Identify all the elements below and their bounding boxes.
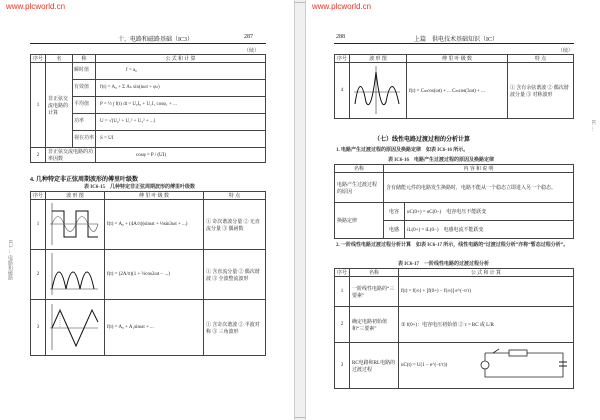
formula-text: U = √(U₀² + U₁² + U₂² + ...) <box>96 114 265 131</box>
continued-tag-right: （续） <box>558 49 574 54</box>
left-page <box>0 0 295 420</box>
row-name: 换路定律 <box>335 203 384 239</box>
series-cell: f(t) = (2A/π)(1 + ⅔cos2ωt − ...) <box>105 250 204 300</box>
features-cell: ① 含有余弦谐波 ② 偶次谐波分量 ③ 对称波形 <box>508 63 574 119</box>
table-header: 公 式 和 计 算 <box>96 55 266 63</box>
features-cell: ① 奇次谐波分量 ② 无直流分量 ③ 偶函数 <box>204 200 266 250</box>
section-title: 4. 几种特定非正弦周期波形的傅里叶级数 <box>30 177 139 183</box>
sub-label: 有效值 <box>73 80 95 97</box>
table-header: 名 <box>46 55 73 63</box>
table-header: 名称 <box>350 269 399 277</box>
group-label: 非正弦交流电路的计算 <box>46 63 73 148</box>
page-number-right: 288 <box>336 34 345 40</box>
waveform-cell <box>350 63 407 119</box>
triangle-wave-graph <box>48 302 100 352</box>
sub-label: 视在功率 <box>74 136 95 141</box>
row-text: uC(0+) = uC(0−) 电容电压不能跃变 <box>405 203 574 221</box>
waveform-cell <box>46 200 105 250</box>
row-text: f(t) = f(∞) + [f(0+) − f(∞)] e^(−t/τ) <box>399 277 574 307</box>
footer-formula: cosφ = P / (UI) <box>96 148 266 163</box>
rectified-wave-graph <box>48 251 100 297</box>
table-caption: 表 IC6-17 一阶线性电路的过渡过程分析 <box>398 262 489 267</box>
formula-table <box>30 54 266 163</box>
table-header: 特 点 <box>508 55 574 63</box>
page-number-left: 287 <box>244 34 253 40</box>
rc-circuit-diagram <box>479 347 569 383</box>
row-sub: 电容 <box>384 203 405 221</box>
row-number: 2 <box>31 250 46 300</box>
waveform-table <box>30 191 266 356</box>
cosine-wave-graph <box>352 64 402 116</box>
table-header: 序号 <box>335 55 350 63</box>
table-caption: 表 IC6-16 电路产生过渡过程的原因及换路定律 <box>388 158 494 163</box>
row-number: 4 <box>335 63 350 119</box>
row-number: 1 <box>335 277 350 307</box>
transition-cause-table <box>334 164 574 239</box>
running-header-left: 十、电路和磁路基础（IC3） <box>118 37 194 43</box>
sub-label: 瞬时值 <box>73 63 95 80</box>
table-header: 称 <box>73 55 96 63</box>
row-name: 确定电路初始值和“三要素” <box>350 307 399 343</box>
sub-label: 平均值 <box>73 97 95 114</box>
row-text: ① f(0+)：电容电压初始值 ② τ = RC 或 L/R <box>399 307 574 343</box>
table-header: 波 形 图 <box>46 192 105 200</box>
footer-row-label: 非正弦交流电路的功率因数 <box>46 148 96 163</box>
formula-text: P = ½ ∫ f(t) dt = U₀I₀ + U₁I₁ cosφ₁ + ... <box>96 97 265 114</box>
table-header: 名称 <box>335 165 384 173</box>
table-caption: 表 IC6-15 几种特定非正弦周期波形的傅里叶级数 <box>84 185 195 190</box>
row-number: 3 <box>335 343 350 389</box>
header-rule-left <box>30 43 266 44</box>
row-number: 1 <box>31 200 46 250</box>
waveform-table-continued <box>334 54 574 119</box>
features-cell: ① 含奇次谐波 ② 半波对称 ③ 三角波形 <box>204 300 266 356</box>
formula-text: S = UI <box>100 136 114 141</box>
row-number: 1 <box>31 63 46 148</box>
table-header: 傅 里 叶 级 数 <box>407 55 508 63</box>
row-name: 一阶线性电路的“三要素” <box>350 277 399 307</box>
waveform-cell <box>46 250 105 300</box>
side-margin-text-right: IC … <box>590 120 595 132</box>
row-sub: 电感 <box>384 221 405 239</box>
row-text: 含有储能元件的电路发生换路时，电路不能从一个稳态立即进入另一个稳态。 <box>384 173 574 203</box>
watermark-url-right: www.plcworld.cn <box>312 2 372 11</box>
side-margin-text-left: IC3 … 电路和磁路 <box>7 240 12 280</box>
series-cell: f(t) = Cₘcos(ωt) + ... Cₘcos(3ωt) + ... <box>407 63 508 119</box>
row-number: 2 <box>335 307 350 343</box>
row-text: uC(t) = U(1 − e^(−t/τ)) <box>401 363 448 368</box>
table-header: 特 点 <box>204 192 266 200</box>
features-cell: ① 含直流分量 ② 偶次谐波 ③ 全波整流波形 <box>204 250 266 300</box>
row-number: 3 <box>31 300 46 356</box>
table-header: 序号 <box>31 192 46 200</box>
subsection-2: 2. 一阶线性电路过渡过程分析计算 如表 IC6-17 所示，线性电路的“过渡过程分析”亦称“暂态过程分析”。 <box>336 243 569 248</box>
table-header: 内 容 和 说 明 <box>384 165 574 173</box>
row-number: 2 <box>31 148 46 163</box>
header-rule-right <box>334 43 574 44</box>
right-page <box>305 0 600 420</box>
table-header: 波 形 图 <box>350 55 407 63</box>
square-wave-graph <box>48 201 100 247</box>
formula-text: f(t) = A₀ + Σ Aₙ sin(nωt + φₙ) <box>96 80 265 97</box>
running-header-right: 上篇 供电技术基础知识（IC） <box>414 37 499 43</box>
subsection-1: 1. 电路产生过渡过程的原因及换路定律 如表 IC6-16 所示。 <box>336 148 469 153</box>
watermark-url-left: www.plcworld.cn <box>6 2 66 11</box>
table-header: 公 式 和 计 算 <box>399 269 574 277</box>
continued-tag-left: （续） <box>244 49 260 54</box>
table-header: 序号 <box>335 269 350 277</box>
series-cell: f(t) = A₀ + (4A/π)(sinωt + ⅓sin3ωt + ...) <box>105 200 204 250</box>
circuit-cell <box>399 343 574 389</box>
table-header: 傅 里 叶 级 数 <box>105 192 204 200</box>
first-order-circuit-table <box>334 268 574 389</box>
row-text: iL(0+) = iL(0−) 电感电流不能跃变 <box>405 221 574 239</box>
formula-text: f = a₀ <box>96 63 265 80</box>
series-cell: f(t) = A₀ + A₁sinωt + ... <box>105 300 204 356</box>
waveform-cell <box>46 300 105 356</box>
table-header: 序号 <box>31 55 46 63</box>
row-name: RC电路和RL电路的过渡过程 <box>350 343 399 389</box>
sub-label: 功率 <box>73 114 95 131</box>
row-name: 电路产生过渡过程的原因 <box>335 173 384 203</box>
section-heading: （七）线性电路过渡过程的分析计算 <box>374 137 471 143</box>
